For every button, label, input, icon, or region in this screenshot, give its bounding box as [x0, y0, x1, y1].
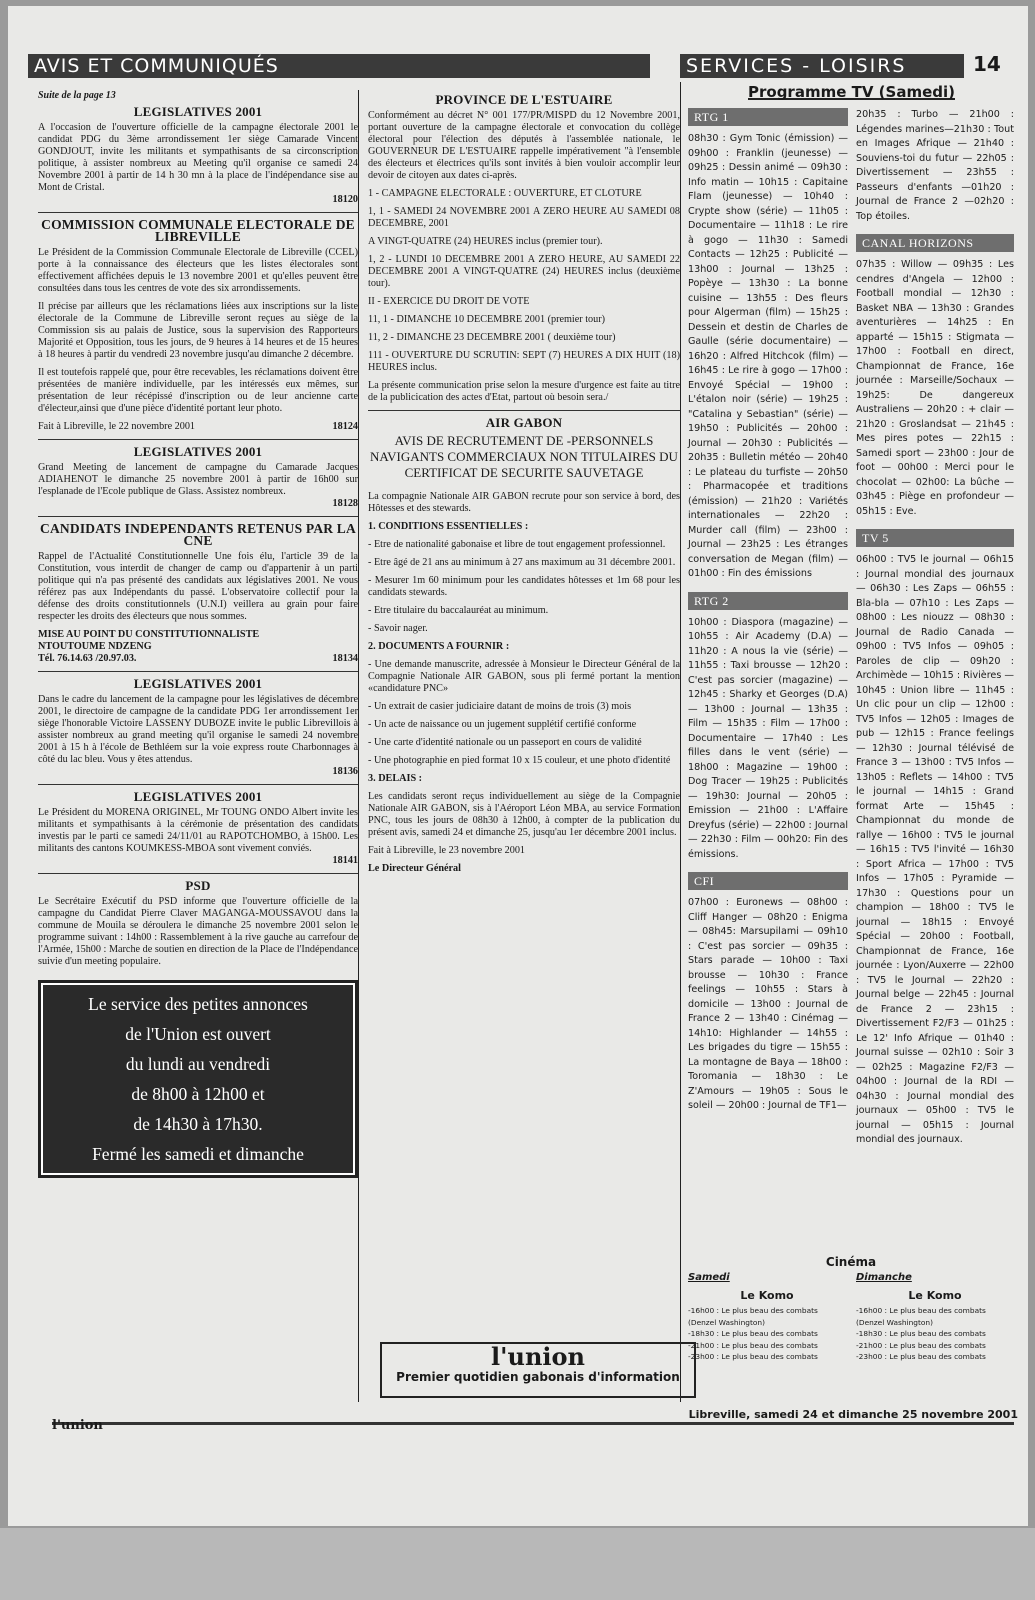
union-tagline: Premier quotidien gabonais d'information [396, 1370, 680, 1384]
notice-line: de 14h30 à 17h30. [133, 1114, 263, 1134]
divider [368, 410, 680, 411]
article-text: Il est toutefois rappelé que, pour être recevables, les réclamations doivent être présentées de manière individuelle, par les intéressés eux mêmes, sur présentation de leur récépissé d'inscription ou de leur ancienne carte d'électeur,ainsi que d'une pièce d'identité portant leur photo. [38, 367, 358, 414]
showtime: -16h00 : Le plus beau des combats (Denzel Washington) [856, 1306, 986, 1327]
footer-dateline: Libreville, samedi 24 et dimanche 25 novembre 2001 [688, 1408, 1018, 1421]
list-item: 11, 1 - DIMANCHE 10 DECEMBRE 2001 (premier tour) [368, 314, 606, 325]
article-title: LEGISLATIVES 2001 [133, 789, 263, 804]
divider [38, 873, 358, 874]
list-item: 111 - OUVERTURE DU SCRUTIN: SEPT (7) HEURES A DIX HUIT (18) HEURES inclus. [368, 350, 680, 373]
notice-line: du lundi au vendredi [125, 1054, 271, 1074]
union-logo: l'union [491, 1342, 585, 1371]
notice-line: de l'Union est ouvert [125, 1024, 271, 1044]
channel-listing: 07h35 : Willow — 09h35 : Les cendres d'Angela — 12h00 : Football mondial — 12h30 : Basket NBA — 13h30 : Grandes aventurières — 14h25 : En apparté — 15h15 : Stigmata — 17h00 : Football en direct, Championnat de France, 16e journée : Marseille/Sochaux — 19h25: De dangereux Australiens — 20h20 : + clair — 21h20 : Groslandsat — 21h45 : Mes pires potes — 22h15 : Samedi sport — 23h00 : Jour de foot — 00h00 : Merci pour le chocolat — 02h00: La bûche — 03h45 : Piège en profondeur — 05h15 : Eve. [856, 259, 1014, 517]
tv-column-right [856, 108, 1014, 1158]
column-avis [38, 90, 358, 1178]
newspaper-page [8, 6, 1028, 1526]
cinema-dimanche [856, 1272, 1014, 1363]
article-text: A l'occasion de l'ouverture officielle de la campagne électorale 2001 le candidat PDG du 3ème arrondissement 1er siège Camarade Vincent GONDJOUT, invite les militants et sympathisants de sa circonscription politique, à assister nombreux au Meeting qu'il organise ce samedi 24 Novembre 2001 à partir de 14 h 30 mn à la place de l'indépendance sise au Mont de Cristal. [38, 122, 358, 193]
list-item: 1 - CAMPAGNE ELECTORALE : OUVERTURE, ET CLOTURE [368, 188, 642, 199]
list-item: - Une photographie en pied format 10 x 15 couleur, et une photo d'identité [368, 755, 671, 766]
article-sign: MISE AU POINT DU CONSTITUTIONNALISTE [38, 629, 260, 640]
article-text: Le Secrétaire Exécutif du PSD informe que l'ouverture officielle de la campagne du Candidat Pierre Claver MAGANGA-MOUSSAVOU dans la commune de Mouila se déroulera le dimanche 25 novembre 2001 selon le programme suivant : 14h00 : Rassemblement à la rive gauche au carrefour de l'Armée, 15h00 : Marche de soutien en direction de la Place de l'Indépendance suivie d'un meeting populaire. [38, 896, 358, 967]
channel-header-canal-horizons: CANAL HORIZONS [856, 234, 1014, 252]
cinema-title: Cinéma [825, 1255, 877, 1269]
list-item: - Une carte d'identité nationale ou un passeport en cours de validité [368, 737, 642, 748]
article-text: Les candidats seront reçus individuellement au siège de la Compagnie Nationale AIR GABON, sis à l'Aéroport Léon MBA, au service Formation PNC, tous les jours de 08h30 à 12h00, à compter de la publication du présent avis, samedi 24 et dimanche 25, jusqu'au 1er décembre 2001 inclus. [368, 791, 680, 838]
showtime: -18h30 : Le plus beau des combats [856, 1329, 986, 1338]
article-footer [38, 653, 358, 665]
tv-column-left [688, 108, 848, 1124]
channel-header-rtg2: RTG 2 [688, 592, 848, 610]
list-item: - Un extrait de casier judiciaire datant de moins de trois (3) mois [368, 701, 632, 712]
channel-header-cfi: CFI [688, 872, 848, 890]
showtime: -23h00 : Le plus beau des combats [856, 1352, 986, 1361]
column-programme-tv [688, 83, 1021, 1361]
article-text: Grand Meeting de lancement de campagne du Camarade Jacques ADIAHENOT le dimanche 25 novembre 2001 à partir de 16h00 sur l'esplanade de l'Ecole publique de Glass. Assistez nombreux. [38, 462, 358, 497]
article-ref: 18141 [332, 855, 358, 866]
cinema-name: Le Komo [740, 1288, 794, 1302]
section-heading: 1. CONDITIONS ESSENTIELLES : [368, 521, 529, 532]
list-item: - Un acte de naissance ou un jugement supplétif certifié conforme [368, 719, 637, 730]
divider [38, 516, 358, 517]
channel-header-rtg1: RTG 1 [688, 108, 848, 126]
tv-listings [688, 83, 1021, 1361]
list-item: - Mesurer 1m 60 minimum pour les candidates hôtesses et 1m 68 pour les candidats stewards. [368, 575, 680, 598]
list-item: - Etre titulaire du baccalauréat au minimum. [368, 605, 549, 616]
showtime: -16h00 : Le plus beau des combats (Denzel Washington) [688, 1306, 818, 1327]
page-number: 14 [973, 52, 1001, 76]
divider [38, 212, 358, 213]
section-heading: 3. DELAIS : [368, 773, 423, 784]
section-heading: 2. DOCUMENTS A FOURNIR : [368, 641, 510, 652]
article-text: Rappel de l'Actualité Constitutionnelle Une fois élu, l'article 39 de la Constitution, vous interdit de changer de camp ou d'appartenir à un parti politique qui n'a pas présenté des candidats aux législatives 2001. Ne vous référez pas aux Indépendants du passé. L'observatoire collectif pour la défense des droits constitutionnels (U.N.I) veillera au grain pour faire respecter les droits des électeurs que nous sommes. [38, 551, 358, 622]
notice-line: Le service des petites annonces [88, 994, 308, 1014]
article-text: Dans le cadre du lancement de la campagne pour les législatives de décembre 2001, le directoire de campagne de la candidate PDG 1er arrondissement 1er siège l'honorable Victoire LASSENY DUBOZE invite le public Librevillois à assister nombreux au grand meeting qu'il organise le samedi 24 novembre 2001 à 15 h à l'école de Bethléem sur la voie express route Charbonnages à côté du lac bleu. Vous y êtes attendus. [38, 694, 358, 765]
article-subtitle: AVIS DE RECRUTEMENT DE -PERSONNELS NAVIGANTS COMMERCIAUX NON TITULAIRES DU CERTIFICAT DE SECURITE SAUVETAGE [370, 433, 678, 480]
article-title: AIR GABON [485, 415, 563, 430]
article-sign: Fait à Libreville, le 23 novembre 2001 [368, 845, 526, 856]
article-title: CANDIDATS INDEPENDANTS RETENUS PAR LA CNE [40, 521, 356, 548]
showtime: -23h00 : Le plus beau des combats [688, 1352, 818, 1361]
notice-line: Fermé les samedi et dimanche [92, 1144, 304, 1164]
divider [38, 671, 358, 672]
section-band-avis: AVIS ET COMMUNIQUÉS [28, 54, 650, 78]
article-sign: Le Directeur Général [368, 863, 461, 874]
list-item: - Savoir nager. [368, 623, 428, 634]
footer-logo: l'union [52, 1418, 103, 1433]
article-text: Il précise par ailleurs que les réclamations liées aux inscriptions sur la liste électorale de la Commune de Libreville seront reçues au siège de la Commission sis au palais de Justice, sous la supervision des Rapporteurs Majorité et Opposition, tous les jours, de 9 heures à 14 heures et de 15 heures à 18 heures à partir du vendredi 23 novembre jusqu'au dimanche 2 décembre. [38, 301, 358, 360]
article-text: Le Président du MORENA ORIGINEL, Mr TOUNG ONDO Albert invite les militants et sympathisants à la cérémonie de présentation des candidats investis par le parti ce samedi 24/11/01 au RAPOTCHOMBO, à 15h00. Les militants des cantons KOUMKESS-MBOA sont vivement conviés. [38, 807, 358, 854]
article-title: LEGISLATIVES 2001 [133, 444, 263, 459]
showtime: -21h00 : Le plus beau des combats [688, 1340, 818, 1350]
union-ad-box [380, 1342, 696, 1398]
article-title: PSD [185, 878, 211, 893]
column-estuaire-airgabon [368, 90, 680, 881]
showtime: -18h30 : Le plus beau des combats [688, 1329, 818, 1338]
article-ref: 18120 [332, 194, 358, 205]
divider [38, 784, 358, 785]
programme-title: Programme TV (Samedi) [748, 83, 955, 101]
scan-background [0, 1528, 1035, 1600]
cinema-columns [688, 1272, 1014, 1363]
channel-listing: 20h35 : Turbo — 21h00 : Légendes marines—21h30 : Tout en Images Afrique — 21h40 : Souviens-toi du futur — 22h05 : Divertissement — 23h55 : Passeurs d'enfants —01h20 : Journal de France 2 —02h20 : Top étoiles. [856, 109, 1014, 222]
channel-header-tv5: TV 5 [856, 529, 1014, 547]
list-item: 1, 1 - SAMEDI 24 NOVEMBRE 2001 A ZERO HEURE AU SAMEDI 08 DECEMBRE, 2001 [368, 206, 680, 229]
section-band-services: SERVICES - LOISIRS [680, 54, 964, 78]
article-sign: NTOUTOUME NDZENG [38, 641, 152, 652]
continued-from: Suite de la page 13 [38, 90, 116, 101]
channel-listing: 10h00 : Diaspora (magazine) — 10h55 : Air Academy (D.A) — 11h20 : A nous la vie (série) — 11h55 : Taxi brousse — 12h20 : C'est pas sorcier (magazine) — 12h45 : Sharky et Georges (D.A) — 13h00 : Journal — 13h35 : Film — 15h35 : Film — 17h00 : Documentaire — 17h40 : Les filles dans le vent (série) — 18h00 : Magazine — 19h00 : Dog Tracer — 19h25 : Publicités — 19h30: Journal — 20h05 : Emission — 21h00 : L'Affaire Dreyfus (série) — 22h00 : Journal — 22h30 : Film — 00h20: Fin des émissions. [688, 616, 848, 860]
article-text: La compagnie Nationale AIR GABON recrute pour son service à bord, des Hôtesses et des stewards. [368, 491, 680, 514]
article-footer [38, 421, 358, 433]
classifieds-notice [38, 980, 358, 1178]
article-title: LEGISLATIVES 2001 [133, 104, 263, 119]
article-text: La présente communication prise selon la mesure d'urgence est faite au titre de la publicication des actes d'Etat, partout où besoin sera./ [368, 380, 680, 403]
channel-listing: 08h30 : Gym Tonic (émission) —09h00 : Franklin (jeunesse) — 09h25 : Dessin animé — 09h30 : Info matin — 10h15 : Capitaine Flam (jeunesse) — 10h40 : Crypte show (série) — 11h05 : Documentaire — 11h18 : Le rire à gogo — 11h30 : Samedi Contacts — 12h25 : Publicité — 13h00 : Journal — 13h25 : Popèye — 13h30 : La bonne cuisine — 13h55 : Des fleurs pour Algerman (film) — 15h25 : Dessein et destin de Charles de Gaulle (série documentaire) — 16h20 : Alfred Hitchcok (film) — 16h45 : Le rire à gogo — 17h00 : Envoyé Spécial — 19h00 : L'étalon noir (série) — 19h25 : "Catalina y Sebastian" (série) — 19h50 : Publicités — 20h00 : Journal — 20h30 : Publicités — 20h35 : Bulletin météo — 20h40 : Le plateau du turfiste — 20h50 : Pharmacopée et traditions (émission) — 21h20 : Variétés internationales — 22h20 : Murder call (film) — 23h00 : Journal — 23h25 : Les étranges conversation de Megan (film) — 01h00 : Fin des émissions [688, 133, 848, 579]
day-label: Samedi [688, 1272, 730, 1283]
article-ref: 18124 [332, 421, 358, 432]
cinema-samedi [688, 1272, 846, 1363]
channel-listing: 06h00 : TV5 le journal — 06h15 : Journal mondial des journaux — 06h30 : Les Zaps — 06h55 : Bla-bla — 07h10 : Les Zaps — 08h00 : Les niouzz — 08h30 : Journal de Radio Canada — 09h00 : TV5 Infos — 09h05 : Paroles de clip — 09h20 : Archimède — 10h15 : Rivières — 10h45 : Union libre — 11h45 : Un clic pour un clip — 12h00 : TV5 Infos — 12h05 : Images de pub — 12h15 : France feelings — 12h30 : Journal télévisé de France 3 — 13h00 : TV5 Infos — 13h05 : Reflets — 14h00 : TV5 le journal — 14h15 : Grand format Arte — 15h45 : Championnat du monde de rallye — 16h00 : TV5 le journal — 16h15 : TV5 l'invité — 16h30 : Sport Africa — 17h00 : TV5 Infos — 17h05 : Pyramide — 17h30 : Questions pour un champion — 18h00 : TV5 le journal — 18h15 : Envoyé Spécial — 20h00 : Football, Championnat de France, 16e journée : Lyon/Auxerre — 22h00 : TV5 le Journal — 22h20 : Journal belge — 22h45 : Journal de France 2 — 23h15 : Divertissement F2/F3 — 01h25 : Le 12' Info Afrique — 01h40 : Journal suisse — 02h10 : Soir 3 — 02h25 : Magazine F2/F3 — 04h00 : Journal de la RDI — 04h30 : Journal mondial des journaux — 05h00 : TV5 le journal — 05h15 : Journal mondial des journaux. [856, 554, 1014, 1145]
list-item: - Etre de nationalité gabonaise et libre de tout engagement professionnel. [368, 539, 666, 550]
article-title: LEGISLATIVES 2001 [133, 676, 263, 691]
article-ref: 18134 [332, 653, 358, 664]
channel-listing: 07h00 : Euronews — 08h00 : Cliff Hanger — 08h20 : Enigma — 08h45: Marsupilami — 09h10 : C'est pas sorcier — 09h35 : Stars parade — 10h00 : Taxi brousse — 10h30 : France feelings — 10h55 : Stars à domicile — 13h00 : Journal de France 2 — 13h40 : Cinémag — 14h10: Highlander — 14h55 : Les brigades du tigre — 15h55 : La montagne de Baya — 18h00 : Toromania — 18h30 : Le Z'Amours — 19h05 : Sous le soleil — 20h00 : Journal de TF1— [688, 897, 848, 1111]
column-divider [358, 90, 359, 1402]
list-item: - Une demande manuscrite, adressée à Monsieur le Directeur Général de la Compagnie Nationale AIR GABON, sous pli fermé portant la mention «candidature PNC» [368, 659, 680, 694]
cinema-section [688, 1256, 1014, 1363]
cinema-name: Le Komo [908, 1288, 962, 1302]
list-item: 1, 2 - LUNDI 10 DECEMBRE 2001 A ZERO HEURE, AU SAMEDI 22 DECEMBRE 2001 A VINGT-QUATRE (24) HEURES inclus (deuxième tour). [368, 254, 680, 289]
article-ref: 18128 [332, 498, 358, 509]
list-item: - Etre âgé de 21 ans au minimum à 27 ans maximum au 31 décembre 2001. [368, 557, 676, 568]
article-title: PROVINCE DE L'ESTUAIRE [435, 92, 613, 107]
article-sign: Fait à Libreville, le 22 novembre 2001 [38, 421, 196, 432]
article-ref: 18136 [332, 766, 358, 777]
phone-number: Tél. 76.14.63 /20.97.03. [38, 653, 137, 664]
article-text: Le Président de la Commission Communale Electorale de Libreville (CCEL) porte à la connaissance des électeurs que les listes électorales sont effectivement affichées depuis le 13 novembre 2001 et qu'elles peuvent être consultées dans tous les centres de vote des six arrondissements. [38, 247, 358, 294]
list-item: 11, 2 - DIMANCHE 23 DECEMBRE 2001 ( deuxième tour) [368, 332, 616, 343]
day-label: Dimanche [856, 1272, 912, 1283]
showtime: -21h00 : Le plus beau des combats [856, 1340, 986, 1350]
footer-rule [52, 1422, 1014, 1425]
column-divider [680, 82, 681, 1402]
list-item: A VINGT-QUATRE (24) HEURES inclus (premier tour). [368, 236, 603, 247]
article-title: COMMISSION COMMUNALE ELECTORALE DE LIBREVILLE [41, 217, 355, 244]
list-item: II - EXERCICE DU DROIT DE VOTE [368, 296, 530, 307]
article-text: Conformément au décret N° 001 177/PR/MISPD du 12 Novembre 2001, portant ouverture de la campagne électorale et convocation du collège électoral pour l'élection des députés à l'assemblée nationale, le GOUVERNEUR DE L'ESTUAIRE rappelle impérativement "à l'ensemble des électeurs et électrices qu'ils sont invités à bien vouloir accomplir leur devoir de citoyen aux dates ci-après. [368, 110, 680, 181]
notice-line: de 8h00 à 12h00 et [131, 1084, 265, 1104]
divider [38, 439, 358, 440]
